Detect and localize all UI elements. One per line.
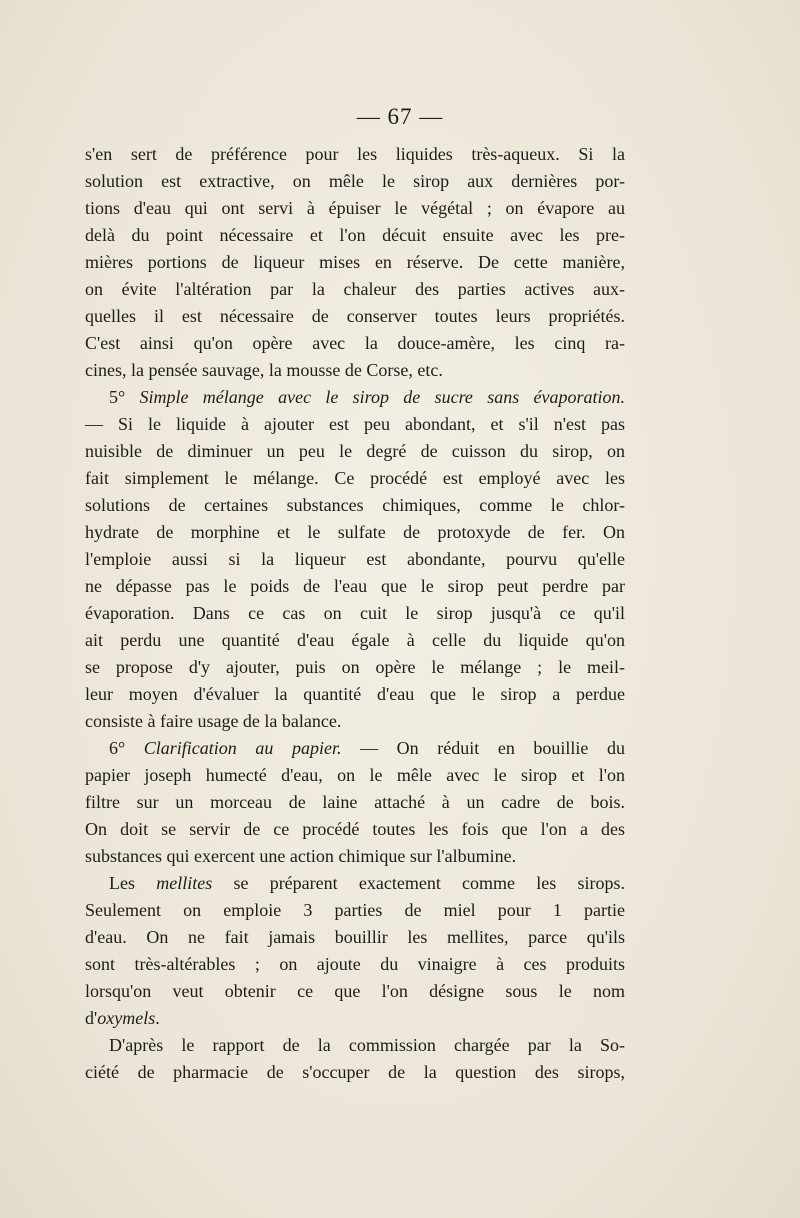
text-line: filtre sur un morceau de laine attaché à un cadre de bois. <box>85 792 625 812</box>
text-line: papier joseph humecté d'eau, on le mêle avec le sirop et l'on <box>85 765 625 785</box>
italic-term: oxymels <box>97 1008 156 1028</box>
text-line: nuisible de diminuer un peu le degré de cuisson du sirop, on <box>85 441 625 461</box>
text-line: solution est extractive, on mêle le sirop aux dernières por- <box>85 171 625 191</box>
text-line: leur moyen d'évaluer la quantité d'eau que le sirop a perdue <box>85 684 625 704</box>
mellites-paragraph-start <box>85 870 625 897</box>
section-heading-6 <box>85 735 625 762</box>
text-line: delà du point nécessaire et l'on décuit ensuite avec les pre- <box>85 225 625 245</box>
oxymels-line <box>85 1005 625 1032</box>
text-line: d'eau. On ne fait jamais bouillir les mellites, parce qu'ils <box>85 927 625 947</box>
text-line: cines, la pensée sauvage, la mousse de Corse, etc. <box>85 360 443 380</box>
section-number: 6° <box>109 738 144 758</box>
text-line: évaporation. Dans ce cas on cuit le sirop jusqu'à ce qu'il <box>85 603 625 623</box>
text-line: lorsqu'on veut obtenir ce que l'on désigne sous le nom <box>85 981 625 1001</box>
section-title: Clarification au papier. <box>143 738 342 758</box>
text-line: Seulement on emploie 3 parties de miel pour 1 partie <box>85 900 625 920</box>
line-suffix: se préparent exactement comme les sirops. <box>212 873 625 893</box>
body-text <box>85 141 625 1086</box>
text-line: on évite l'altération par la chaleur des parties actives aux- <box>85 279 625 299</box>
text-line: On doit se servir de ce procédé toutes les fois que l'on a des <box>85 819 625 839</box>
text-line: — Si le liquide à ajouter est peu abondant, et s'il n'est pas <box>85 414 625 434</box>
line-prefix: d' <box>85 1008 98 1028</box>
line-suffix: . <box>155 1008 160 1028</box>
text-line: sont très-altérables ; on ajoute du vinaigre à ces produits <box>85 954 625 974</box>
text-line: solutions de certaines substances chimiques, comme le chlor- <box>85 495 625 515</box>
text-line: ciété de pharmacie de s'occuper de la question des sirops, <box>85 1062 625 1082</box>
text-line: quelles il est nécessaire de conserver toutes leurs propriétés. <box>85 306 625 326</box>
text-line: se propose d'y ajouter, puis on opère le mélange ; le meil- <box>85 657 625 677</box>
text-line: hydrate de morphine et le sulfate de protoxyde de fer. On <box>85 522 625 542</box>
text-line: consiste à faire usage de la balance. <box>85 711 342 731</box>
line-prefix: Les <box>109 873 157 893</box>
text-line: tions d'eau qui ont servi à épuiser le végétal ; on évapore au <box>85 198 625 218</box>
text-line: s'en sert de préférence pour les liquides très-aqueux. Si la <box>85 144 625 164</box>
text-line: mières portions de liqueur mises en réserve. De cette manière, <box>85 252 625 272</box>
text-line: substances qui exercent une action chimique sur l'albumine. <box>85 846 517 866</box>
section-heading-5 <box>85 384 625 411</box>
text-line: fait simplement le mélange. Ce procédé est employé avec les <box>85 468 625 488</box>
italic-term: mellites <box>156 873 213 893</box>
section-title: Simple mélange avec le sirop de sucre sans évaporation. <box>139 387 626 407</box>
page-number: — 67 — <box>356 104 444 129</box>
text-line: l'emploie aussi si la liqueur est abondante, pourvu qu'elle <box>85 549 625 569</box>
section-text: — On réduit en bouillie du <box>341 738 625 758</box>
text-line: D'après le rapport de la commission chargée par la So- <box>109 1035 625 1055</box>
text-line: ait perdu une quantité d'eau égale à celle du liquide qu'on <box>85 630 625 650</box>
text-line: ne dépasse pas le poids de l'eau que le sirop peut perdre par <box>85 576 625 596</box>
text-line: C'est ainsi qu'on opère avec la douce-amère, les cinq ra- <box>85 333 625 353</box>
section-number: 5° <box>109 387 140 407</box>
